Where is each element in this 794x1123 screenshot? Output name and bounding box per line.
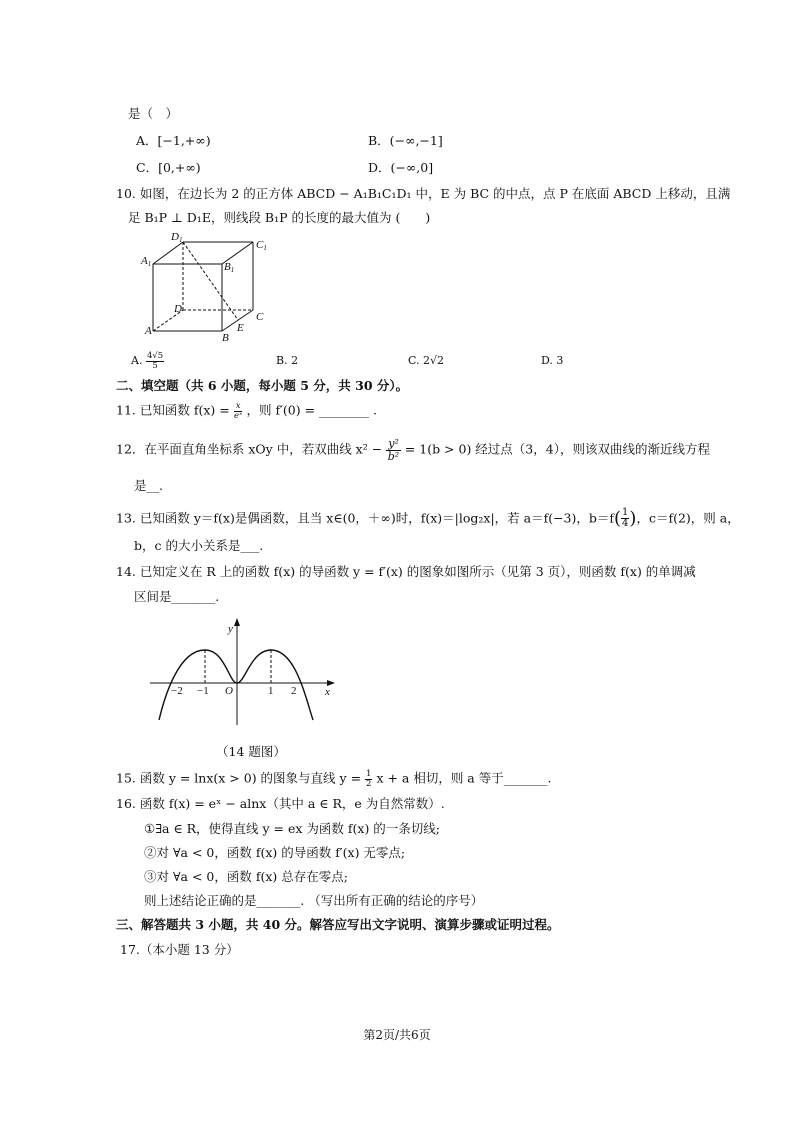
cube-figure [138, 228, 278, 343]
label-a1: A1 [141, 255, 152, 268]
q10-stem-line2: 足 B₁P ⊥ D₁E，则线段 B₁P 的长度的最大值为 ( ) [128, 210, 431, 225]
x-axis-label: x [325, 686, 330, 698]
page-footer: 第2页/共6页 [363, 1028, 431, 1042]
q16-stem: 16. 函数 f(x) = eˣ − alnx（其中 a ∈ R，e 为自然常数）. [116, 796, 445, 811]
q12-line2: 是__. [134, 478, 163, 493]
q9-option-b: B．(−∞,−1] [368, 133, 443, 148]
label-e: E [237, 322, 244, 334]
q14-line2: 区间是_______. [134, 589, 220, 604]
q14-caption: （14 题图） [216, 744, 286, 759]
label-c: C [256, 311, 264, 323]
tick-minus1: −1 [197, 685, 209, 697]
q9-option-c: C．[0,+∞) [136, 160, 201, 175]
q9-tail: 是（ ） [128, 106, 179, 121]
label-a: A [145, 325, 152, 337]
derivative-graph [145, 615, 345, 730]
label-c1: C1 [256, 239, 267, 252]
q13-line1: 13. 已知函数 y＝f(x)是偶函数，且当 x∈(0，＋∞)时，f(x)＝|log₂x|，若 a＝f(−3)，b＝f( $\frac{1}{4}$ )，c＝f(2)，则 a， [116, 507, 740, 530]
tick-1: 1 [268, 685, 274, 697]
label-b: B [222, 332, 229, 343]
q10-option-c: C. 2√2 [408, 354, 445, 367]
q13-line2: b，c 的大小关系是___. [134, 538, 264, 553]
q11: 11. 已知函数 f(x) = $\frac{x}{\text{eˣ}}$ ，则 f′(0) = ________ . [116, 401, 377, 421]
q14-line1: 14. 已知定义在 R 上的函数 f(x) 的导函数 y = f′(x) 的图象如图所示（见第 3 页），则函数 f(x) 的单调减 [116, 564, 696, 579]
tick-2: 2 [291, 685, 297, 697]
origin-label: O [225, 685, 233, 697]
q12-line1: 12．在平面直角坐标系 xOy 中，若双曲线 x² − $\frac{\text{y²}}{\text{b²}}$ = 1(b > 0) 经过点（3，4），则该双曲线的渐近线方程 [116, 437, 710, 463]
label-d: D [174, 303, 182, 315]
q17-heading: 17.（本小题 13 分） [120, 942, 239, 957]
q10-option-d: D. 3 [541, 354, 564, 367]
q16-conclusion: 则上述结论正确的是_______. （写出所有正确的结论的序号） [144, 893, 484, 908]
q9-option-d: D．(−∞,0] [368, 160, 434, 175]
q16-statement-2: ②对 ∀a < 0，函数 f(x) 的导函数 f′(x) 无零点; [144, 845, 406, 860]
y-axis-label: y [228, 623, 233, 635]
q15: 15. 函数 y = lnx(x > 0) 的图象与直线 y = $\frac{1}{2}$ x + a 相切，则 a 等于_______. [116, 769, 552, 789]
q16-statement-1: ①∃a ∈ R，使得直线 y = ex 为函数 f(x) 的一条切线; [144, 821, 441, 836]
section-2-heading: 二、填空题（共 6 小题，每小题 5 分，共 30 分）。 [116, 378, 409, 393]
q10-option-b: B. 2 [276, 354, 299, 367]
q10-option-a: A. $\frac{4√5}{5}$ [131, 351, 164, 371]
section-3-heading: 三、解答题共 3 小题，共 40 分。解答应写出文字说明、演算步骤或证明过程。 [116, 917, 560, 932]
q16-statement-3: ③对 ∀a < 0，函数 f(x) 总存在零点; [144, 869, 348, 884]
q9-option-a: A．[−1,+∞) [136, 133, 211, 148]
tick-minus2: −2 [171, 685, 183, 697]
q10-stem-line1: 10. 如图，在边长为 2 的正方体 ABCD − A₁B₁C₁D₁ 中，E 为 BC 的中点，点 P 在底面 ABCD 上移动，且满 [116, 186, 731, 201]
label-d1: D1 [171, 231, 183, 244]
label-b1: B1 [224, 261, 235, 274]
